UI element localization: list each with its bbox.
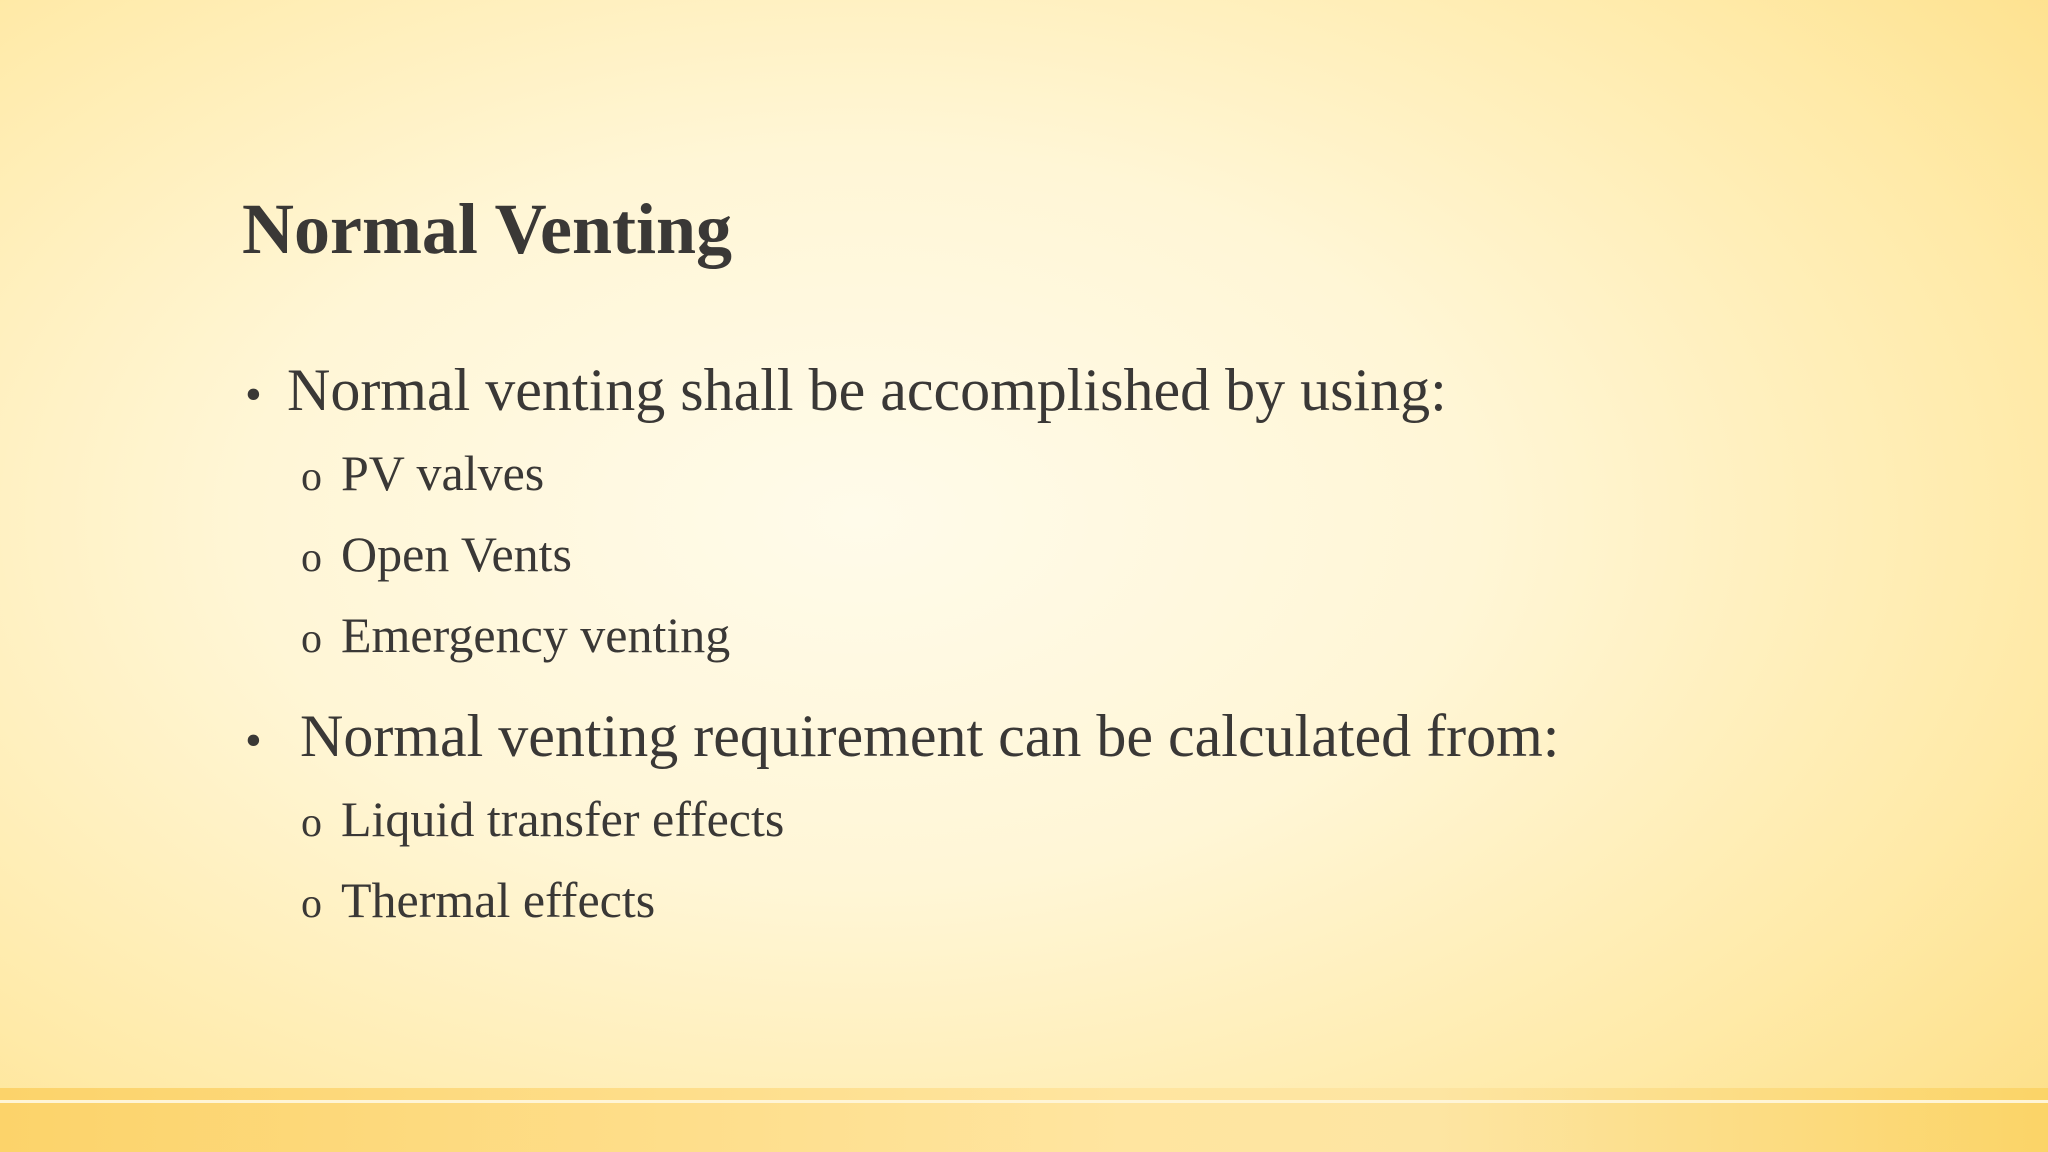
bullet-item [245, 696, 1845, 781]
sub-item [301, 435, 1845, 516]
bullet-marker: • [245, 368, 262, 421]
slide-title: Normal Venting [242, 189, 733, 269]
sub-item [301, 781, 1845, 862]
bullet-list [245, 350, 1845, 943]
sub-marker: o [301, 800, 322, 846]
sub-text: Emergency venting [341, 607, 731, 663]
sub-text: Liquid transfer effects [341, 791, 785, 847]
sub-item [301, 516, 1845, 597]
sub-text: Open Vents [341, 526, 573, 582]
bottom-decorative-line [0, 1100, 2048, 1103]
sub-marker: o [301, 535, 322, 581]
bullet-item [245, 350, 1845, 435]
bullet-text: Normal venting shall be accomplished by using: [287, 357, 1447, 423]
bottom-decorative-band [0, 1088, 2048, 1152]
sub-item [301, 597, 1845, 678]
bullet-marker: • [245, 714, 262, 767]
sub-marker: o [301, 616, 322, 662]
sub-marker: o [301, 881, 322, 927]
bullet-text: Normal venting requirement can be calculated from: [300, 703, 1560, 769]
sub-text: PV valves [341, 445, 545, 501]
sub-item [301, 862, 1845, 943]
sub-marker: o [301, 454, 322, 500]
sub-text: Thermal effects [341, 872, 656, 928]
